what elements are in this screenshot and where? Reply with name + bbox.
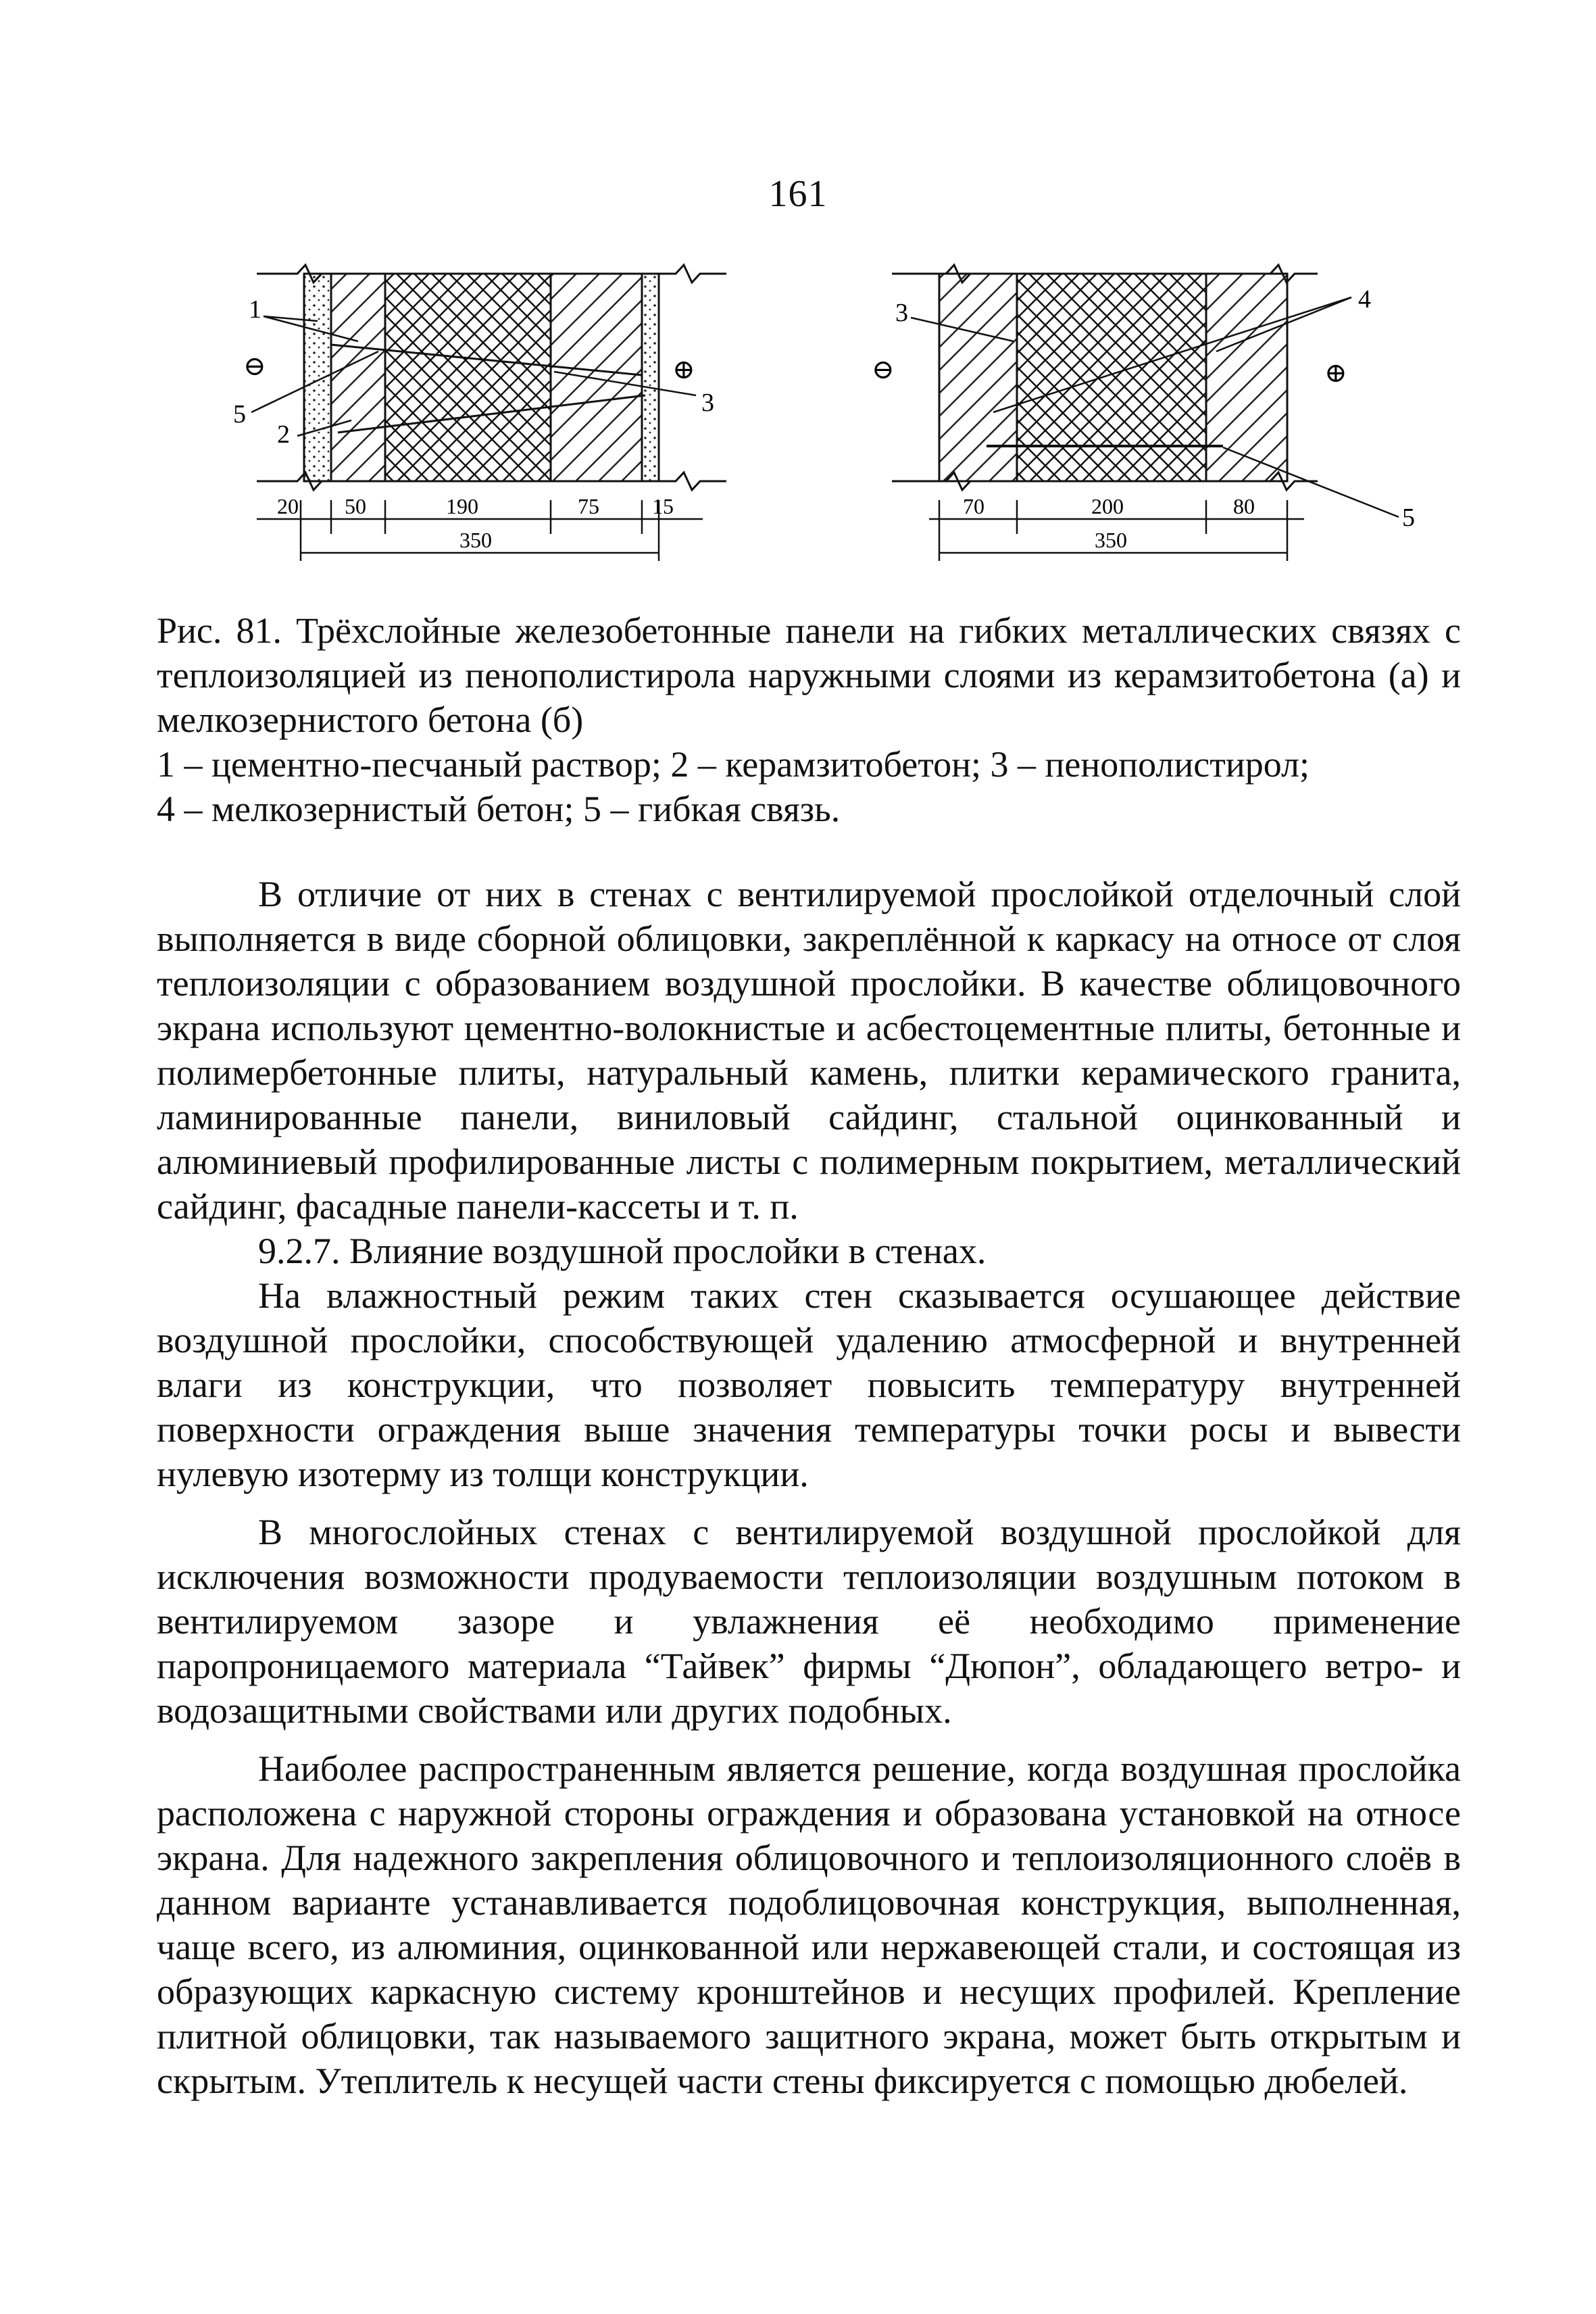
page-number: 161	[768, 173, 828, 215]
caption-legend-1: 1 – цементно-песчаный раствор; 2 – керамзитобетон; 3 – пенополистирол;	[157, 744, 1310, 785]
figure-81	[0, 0, 1596, 595]
dim-a-15: 15	[652, 494, 674, 518]
paragraph-4: Наиболее распространенным является решение, когда воздушная прослойка расположена с наружной стороны ограждения и образована установкой на относе экрана. Для надежного закрепления облицовочного и теплоизоляционного слоёв в данном варианте устанавливается подоблицовочная конструкция, выполненная, чаще всего, из алюминия, оцинкованной или нержавеющей стали, и состоящая из образующих каркасную систему кронштейнов и несущих профилей. Крепление плитной облицовки, так называемого защитного экрана, может быть открытым и скрытым. Утеплитель к несущей части стены фиксируется с помощью дюбелей.	[157, 1748, 1461, 2101]
callout-b-3: 3	[895, 299, 908, 327]
caption-legend-2: 4 – мелкозернистый бетон; 5 – гибкая связь.	[157, 789, 841, 829]
dim-a-20: 20	[277, 494, 299, 518]
callout-b-4: 4	[1358, 285, 1371, 314]
panel-a	[233, 265, 726, 561]
layer-fine-concrete-left	[939, 274, 1017, 481]
dim-a-50: 50	[345, 494, 366, 518]
dim-b-80: 80	[1233, 494, 1255, 518]
dim-b-200: 200	[1091, 494, 1124, 518]
layer-claydite-right	[551, 274, 642, 481]
caption-title: Рис. 81. Трёхслойные железобетонные панели на гибких металлических связях с теплоизоляцией из пенополистирола наружными слоями из керамзитобетона (а) и мелкозернистого бетона (б)	[157, 610, 1461, 740]
body-text	[157, 872, 1461, 2103]
dim-a-total: 350	[459, 528, 492, 552]
callout-a-1: 1	[249, 295, 261, 324]
layer-mortar-left	[304, 274, 331, 481]
sign-plus-a: ⊕	[672, 354, 695, 385]
sign-plus-b: ⊕	[1324, 358, 1347, 388]
callout-a-5: 5	[233, 400, 246, 428]
callout-a-2: 2	[277, 420, 290, 449]
paragraph-1: В отличие от них в стенах с вентилируемой прослойкой отделочный слой выполняется в виде сборной облицовки, закреплённой к каркасу на относе от слоя теплоизоляции с образованием воздушной прослойки. В качестве облицовочного экрана используют цементно-волокнистые и асбестоцементные плиты, бетонные и полимербетонные плиты, натуральный камень, плитки керамического гранита, ламинированные панели, виниловый сайдинг, стальной оцинкованный и алюминиевый профилированные листы с полимерным покрытием, металлический сайдинг, фасадные панели-кассеты и т. п.	[157, 874, 1461, 1227]
layer-insulation-a	[385, 274, 551, 481]
layer-insulation-b	[1017, 274, 1206, 481]
panel-b	[872, 265, 1415, 561]
section-heading: 9.2.7. Влияние воздушной прослойки в стенах.	[258, 1231, 987, 1271]
callout-b-5: 5	[1402, 503, 1415, 532]
dim-a-190: 190	[446, 494, 478, 518]
layer-mortar-right	[642, 274, 659, 481]
layer-fine-concrete-right	[1206, 274, 1287, 481]
sign-minus-a: ⊖	[243, 351, 266, 381]
dim-b-total: 350	[1095, 528, 1127, 552]
dim-a-75: 75	[578, 494, 599, 518]
callout-a-3: 3	[701, 389, 714, 417]
paragraph-2: На влажностный режим таких стен сказывается осушающее действие воздушной прослойки, способствующей удалению атмосферной и внутренней влаги из конструкции, что позволяет повысить температуру внутренней поверхности ограждения выше значения температуры точки росы и вывести нулевую изотерму из толщи конструкции.	[157, 1275, 1461, 1494]
layer-claydite-left	[331, 274, 385, 481]
paragraph-3: В многослойных стенах с вентилируемой воздушной прослойкой для исключения возможности продуваемости теплоизоляции воздушным потоком в вентилируемом зазоре и увлажнения её необходимо применение паропроницаемого материала “Тайвек” фирмы “Дюпон”, обладающего ветро- и водозащитными свойствами или других подобных.	[157, 1512, 1461, 1731]
sign-minus-b: ⊖	[872, 354, 895, 385]
figure-caption	[157, 608, 1461, 831]
dim-b-70: 70	[963, 494, 984, 518]
